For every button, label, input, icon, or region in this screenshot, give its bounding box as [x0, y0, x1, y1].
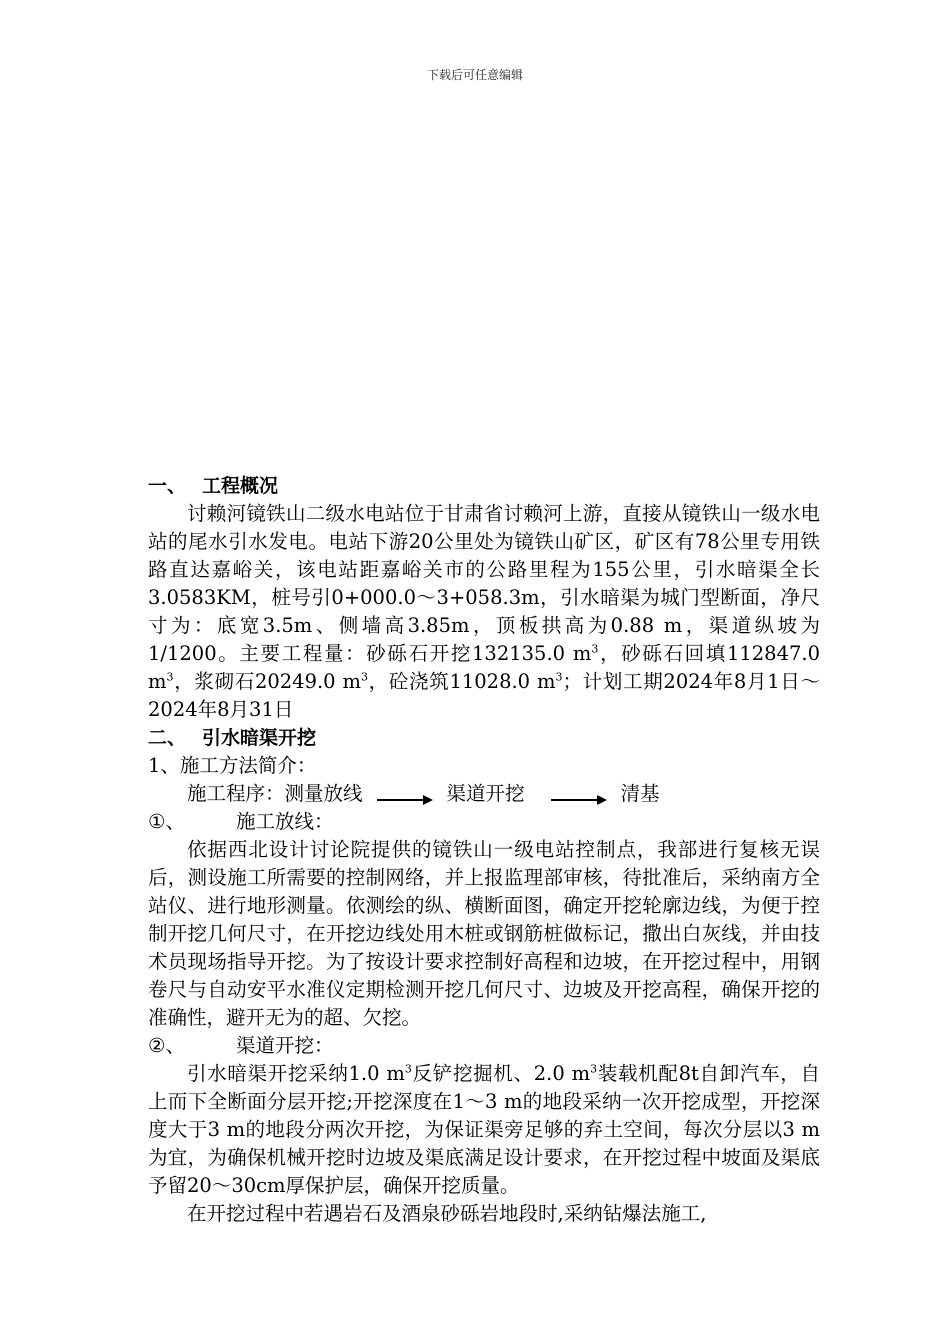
blasting-paragraph: 在开挖过程中若遇岩石及酒泉砂砾岩地段时,采纳钻爆法施工, — [187, 1202, 707, 1225]
text-run: ，砼浇筑11028.0 m — [367, 670, 556, 693]
text-run: 讨赖河镜铁山二级水电站位于甘肃省讨赖河上游，直接从镜铁山一级水电站的尾水引水发电。电站下游20公里处为镜铁山矿区，矿区有78公里专用铁路直达嘉峪关，该电站距嘉峪关市的公路里程为155公里，引水暗渠全长3.0583KM，桩号引0+000.0～3+058.3m，引水暗渠为城门型断面，净尺寸为：底宽3.5m、侧墙高3.85m，顶板拱高为0.88 m，渠道纵坡为1/1200。主要工程量：砂砾石开挖132135.0 m — [148, 502, 820, 665]
superscript: 3 — [590, 1062, 598, 1076]
superscript: 3 — [555, 670, 563, 684]
item-number: ①、 — [148, 810, 185, 833]
procedure-step: 渠道开挖 — [446, 782, 525, 805]
text-run: 引水暗渠开挖采纳1.0 m — [187, 1062, 405, 1085]
page-header: 下载后可任意编辑 — [426, 68, 523, 82]
section-title: 工程概况 — [202, 475, 279, 497]
survey-paragraph: 依据西北设计讨论院提供的镜铁山一级电站控制点，我部进行复核无误后，测设施工所需要的控制网络，并上报监理部审核，待批准后，采纳南方全站仪、进行地形测量。依测绘的纵、横断面图，确定开挖轮廓边线，为便于控制开挖几何尺寸，在开挖边线处用木桩或钢筋桩做标记，撒出白灰线，并由技术员现场指导开挖。为了按设计要求控制好高程和边坡，在开挖过程中，用钢卷尺与自动安平水准仪定期检测开挖几何尺寸、边坡及开挖高程，确保开挖的准确性，避开无为的超、欠挖。 — [148, 838, 820, 1029]
item-title: 施工放线： — [236, 810, 334, 833]
arrow-right-icon — [551, 790, 607, 800]
text-run: ，浆砌石20249.0 m — [173, 670, 361, 693]
item-heading-2 — [148, 1032, 820, 1060]
excavation-paragraph — [148, 1060, 820, 1200]
text-run: ；计划工期2024年8月1日～2024年8月31日 — [148, 670, 821, 721]
arrow-right-icon — [377, 790, 433, 800]
procedure-step: 清基 — [620, 782, 660, 805]
superscript: 3 — [360, 670, 368, 684]
section-title: 引水暗渠开挖 — [202, 727, 317, 749]
item-title: 渠道开挖： — [236, 1034, 334, 1057]
section-heading-1 — [148, 472, 820, 500]
text-run: 装载机配8t自卸汽车，自上而下全断面分层开挖;开挖深度在1～3 m的地段采纳一次开挖成型，开挖深度大于3 m的地段分两次开挖，为保证渠旁足够的弃土空间，每次分层以3 m为宜，为确保机械开挖时边坡及渠底满足设计要求，在开挖过程中坡面及渠底予留20～30cm厚保护层，确保开挖质量。 — [148, 1062, 820, 1197]
procedure-label: 施工程序：测量放线 — [187, 782, 363, 805]
superscript: 3 — [166, 670, 174, 684]
superscript: 3 — [404, 1062, 412, 1076]
superscript: 3 — [591, 642, 599, 656]
section-number: 二、 — [148, 727, 187, 749]
item-number: ②、 — [148, 1034, 185, 1057]
text-run: 反铲挖掘机、2.0 m — [411, 1062, 591, 1085]
document-body — [148, 472, 820, 1228]
text-run: ，砂砾石回填112847.0 m — [148, 642, 821, 693]
overview-paragraph — [148, 500, 820, 724]
section-number: 一、 — [148, 475, 187, 497]
procedure-flow — [148, 780, 820, 808]
section-heading-2 — [148, 724, 820, 752]
item-heading-1 — [148, 808, 820, 836]
subsection-title: 1、施工方法简介： — [148, 754, 317, 777]
